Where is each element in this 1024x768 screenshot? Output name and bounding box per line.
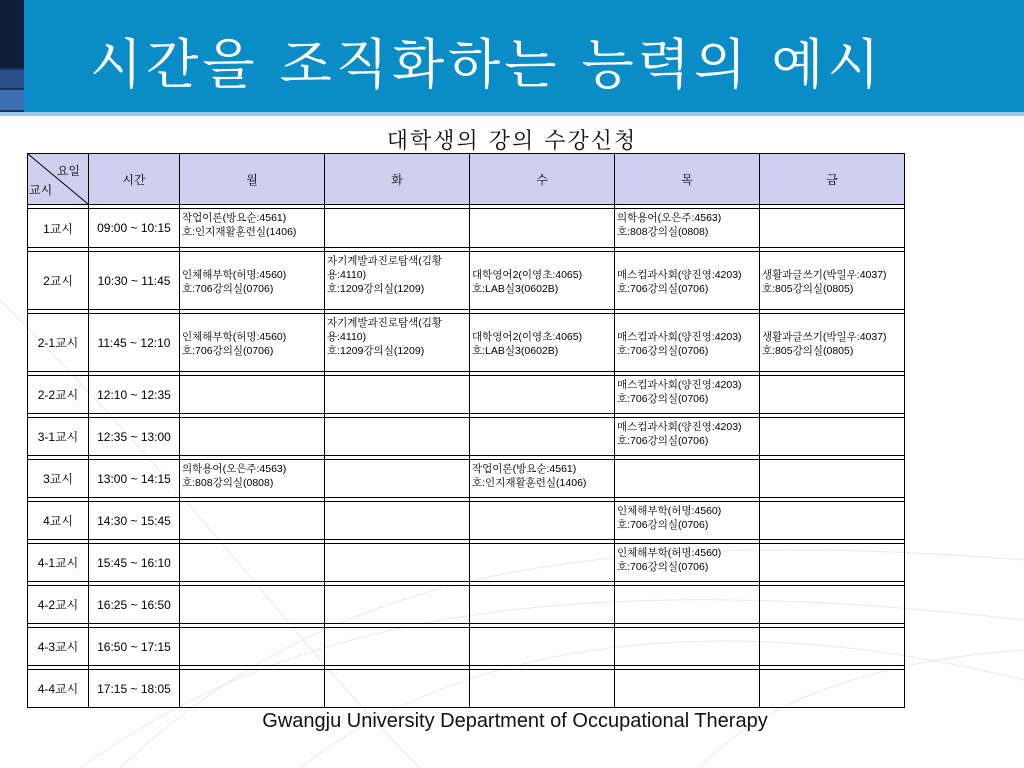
slide-subtitle: 대학생의 강의 수강신청: [386, 129, 638, 154]
course-cell-mon: [180, 209, 325, 248]
course-cell-fri: [760, 314, 905, 372]
course-line: 용:4110): [327, 331, 367, 343]
course-line: 호:706강의실(0706): [182, 344, 274, 357]
course-cell-thu: [615, 209, 760, 248]
course-cell-wed: [470, 314, 615, 372]
time-cell: 13:00 ~ 14:15: [89, 460, 180, 498]
course-line: 의학용어(오은주:4563): [617, 212, 722, 224]
course-line: 생활과글쓰기(박일우:4037): [762, 330, 887, 343]
period-cell: 3-1교시: [28, 418, 89, 456]
course-line: 호:706강의실(0706): [617, 344, 709, 357]
table-row: [28, 252, 905, 310]
course-line: 작업이론(방요순:4561): [182, 212, 287, 224]
course-cell-mon: [180, 670, 325, 708]
course-cell-thu: [615, 502, 760, 540]
table-row: [28, 376, 905, 414]
table-row: [28, 628, 905, 666]
course-cell-wed: [470, 670, 615, 708]
course-line: 매스컴과사회(양진영:4203): [617, 421, 742, 433]
course-cell-tue: [325, 502, 470, 540]
course-line: 용:4110): [327, 269, 367, 281]
course-line: 호:706강의실(0706): [617, 435, 709, 447]
course-cell-fri: [760, 209, 905, 248]
course-cell-thu: [615, 252, 760, 310]
course-line: 호:706강의실(0706): [617, 282, 709, 295]
time-cell: 16:25 ~ 16:50: [89, 586, 180, 624]
course-cell-tue: [325, 252, 470, 310]
course-line: 호:808강의실(0808): [617, 226, 709, 238]
footer-text: Gwangju University Department of Occupational Therapy: [262, 710, 768, 732]
course-line: 매스컴과사회(양진영:4203): [617, 268, 742, 281]
course-cell-wed: [470, 544, 615, 582]
course-line: 호:805강의실(0805): [762, 344, 854, 357]
course-cell-thu: [615, 544, 760, 582]
course-cell-fri: [760, 460, 905, 498]
header-day-tue: 화: [325, 154, 470, 205]
title-banner: [0, 0, 1024, 112]
course-line: 호:805강의실(0805): [762, 282, 854, 295]
course-cell-fri: [760, 544, 905, 582]
course-cell-mon: [180, 628, 325, 666]
table-row: [28, 209, 905, 248]
course-line: 호:808강의실(0808): [182, 477, 274, 489]
course-cell-mon: [180, 460, 325, 498]
course-cell-wed: [470, 586, 615, 624]
course-cell-fri: [760, 376, 905, 414]
time-cell: 16:50 ~ 17:15: [89, 628, 180, 666]
course-cell-thu: [615, 628, 760, 666]
table-row: [28, 502, 905, 540]
course-cell-thu: [615, 460, 760, 498]
course-cell-wed: [470, 628, 615, 666]
period-cell: 2-1교시: [28, 314, 89, 372]
course-line: 호:LAB실3(0602B): [472, 282, 559, 295]
course-cell-wed: [470, 376, 615, 414]
table-row: [28, 670, 905, 708]
course-cell-tue: [325, 314, 470, 372]
course-cell-wed: [470, 502, 615, 540]
course-cell-wed: [470, 460, 615, 498]
period-cell: 4-2교시: [28, 586, 89, 624]
course-cell-tue: [325, 544, 470, 582]
course-cell-thu: [615, 314, 760, 372]
course-cell-wed: [470, 252, 615, 310]
course-cell-mon: [180, 502, 325, 540]
course-line: 인체해부학(허명:4560): [617, 547, 722, 559]
table-header-row: [28, 154, 905, 205]
course-line: 호:1209강의실(1209): [327, 345, 425, 357]
course-line: 매스컴과사회(양진영:4203): [617, 379, 742, 391]
time-cell: 11:45 ~ 12:10: [89, 314, 180, 372]
course-cell-fri: [760, 628, 905, 666]
course-line: 인체해부학(허명:4560): [617, 505, 722, 517]
course-line: 자기계발과진로탐색(김황: [327, 317, 443, 329]
header-day-fri: 금: [760, 154, 905, 205]
corner-day-label: 요일: [56, 164, 80, 178]
course-cell-fri: [760, 252, 905, 310]
course-cell-mon: [180, 252, 325, 310]
course-line: 의학용어(오은주:4563): [182, 463, 287, 475]
table-row: [28, 544, 905, 582]
course-line: 호:1209강의실(1209): [327, 283, 425, 295]
period-cell: 4-1교시: [28, 544, 89, 582]
course-line: 인체해부학(허명:4560): [182, 330, 287, 343]
course-line: 매스컴과사회(양진영:4203): [617, 330, 742, 343]
table-row: [28, 460, 905, 498]
period-cell: 2-2교시: [28, 376, 89, 414]
course-line: 자기계발과진로탐색(김황: [327, 255, 443, 267]
time-cell: 17:15 ~ 18:05: [89, 670, 180, 708]
time-cell: 14:30 ~ 15:45: [89, 502, 180, 540]
slide-title: 시간을 조직화하는 능력의 예시: [90, 33, 884, 96]
header-day-mon: 월: [180, 154, 325, 205]
period-cell: 4교시: [28, 502, 89, 540]
course-cell-tue: [325, 460, 470, 498]
header-day-thu: 목: [615, 154, 760, 205]
course-cell-mon: [180, 418, 325, 456]
course-line: 대학영어2(이영초:4065): [472, 268, 583, 281]
course-line: 호:706강의실(0706): [182, 282, 274, 295]
course-line: 작업이론(방요순:4561): [472, 463, 577, 475]
course-cell-tue: [325, 670, 470, 708]
banner-accent-strip: [0, 0, 24, 112]
course-cell-wed: [470, 209, 615, 248]
table-row: [28, 314, 905, 372]
time-cell: 12:10 ~ 12:35: [89, 376, 180, 414]
course-cell-mon: [180, 314, 325, 372]
corner-period-label: 교시: [29, 183, 53, 197]
course-cell-tue: [325, 628, 470, 666]
course-line: 호:인지재활훈련실(1406): [182, 226, 297, 238]
course-cell-thu: [615, 586, 760, 624]
period-cell: 2교시: [28, 252, 89, 310]
course-cell-fri: [760, 586, 905, 624]
course-cell-wed: [470, 418, 615, 456]
course-cell-fri: [760, 502, 905, 540]
course-line: 대학영어2(이영초:4065): [472, 330, 583, 343]
period-cell: 4-4교시: [28, 670, 89, 708]
course-schedule-table: [27, 153, 905, 708]
header-time: 시간: [89, 154, 180, 205]
period-cell: 3교시: [28, 460, 89, 498]
time-cell: 15:45 ~ 16:10: [89, 544, 180, 582]
table-row: [28, 418, 905, 456]
course-line: 인체해부학(허명:4560): [182, 268, 287, 281]
course-line: 호:LAB실3(0602B): [472, 344, 559, 357]
corner-header-cell: [28, 154, 89, 205]
header-day-wed: 수: [470, 154, 615, 205]
course-cell-thu: [615, 418, 760, 456]
time-cell: 10:30 ~ 11:45: [89, 252, 180, 310]
course-cell-thu: [615, 670, 760, 708]
course-line: 호:706강의실(0706): [617, 519, 709, 531]
course-cell-fri: [760, 670, 905, 708]
time-cell: 09:00 ~ 10:15: [89, 209, 180, 248]
course-cell-tue: [325, 376, 470, 414]
course-cell-tue: [325, 209, 470, 248]
time-cell: 12:35 ~ 13:00: [89, 418, 180, 456]
course-cell-thu: [615, 376, 760, 414]
course-line: 생활과글쓰기(박일우:4037): [762, 268, 887, 281]
course-line: 호:706강의실(0706): [617, 393, 709, 405]
course-cell-tue: [325, 586, 470, 624]
table-body: [28, 205, 905, 708]
table-row: [28, 586, 905, 624]
course-cell-tue: [325, 418, 470, 456]
course-cell-mon: [180, 586, 325, 624]
course-cell-fri: [760, 418, 905, 456]
course-line: 호:인지재활훈련실(1406): [472, 477, 587, 489]
course-line: 호:706강의실(0706): [617, 561, 709, 573]
period-cell: 1교시: [28, 209, 89, 248]
course-cell-mon: [180, 376, 325, 414]
period-cell: 4-3교시: [28, 628, 89, 666]
banner-rule: [0, 112, 1024, 116]
course-cell-mon: [180, 544, 325, 582]
